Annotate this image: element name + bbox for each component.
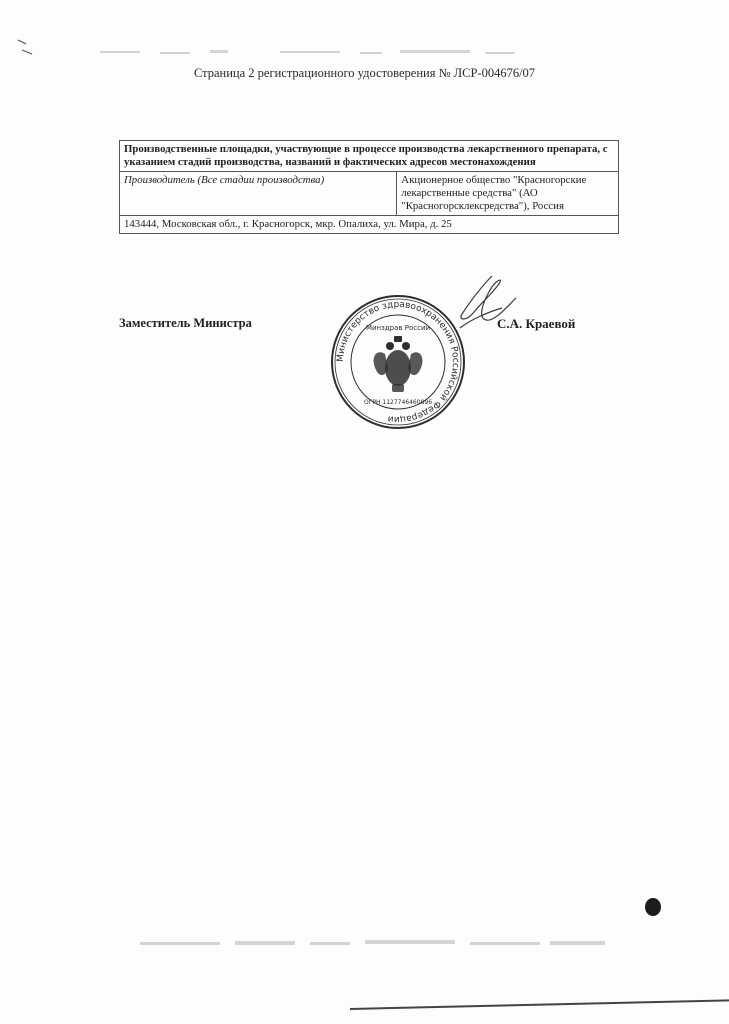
signatory-name: С.А. Краевой — [497, 316, 576, 331]
address-cell: 143444, Московская обл., г. Красногорск, мкр. Опалиха, ул. Мира, д. 25 — [120, 216, 619, 234]
signatory-title: Заместитель Министра — [119, 316, 252, 330]
double-headed-eagle-icon — [374, 336, 423, 392]
production-stage-cell: Производитель (Все стадии производства) — [120, 172, 397, 216]
seal-inner-text: Минздрав России — [365, 324, 431, 332]
production-sites-table — [119, 140, 619, 234]
company-cell: Акционерное общество "Красногорские лекарственные средства" (АО "Красногорсклексредства"), Россия — [397, 172, 619, 216]
table-heading-row — [120, 141, 619, 172]
scan-corner-mark — [14, 36, 44, 58]
seal-ring-text: Министерство здравоохранения Российской Федерации — [335, 299, 461, 425]
scan-noise-top — [100, 48, 520, 58]
table-row — [120, 172, 619, 216]
page-title: Страница 2 регистрационного удостоверения № ЛСР-004676/07 — [193, 66, 536, 80]
table-heading-cell: Производственные площадки, участвующие в процессе производства лекарственного препарата, с указанием стадий производства, названий и фактических адресов местонахождения — [120, 141, 619, 172]
scan-noise-bottom — [140, 936, 610, 950]
scan-edge-line — [350, 999, 729, 1010]
official-seal — [328, 292, 468, 432]
table-row — [120, 216, 619, 234]
seal-ogrn-text: ОГРН 1127746460896 — [363, 399, 433, 406]
scan-ink-blot — [645, 898, 661, 916]
